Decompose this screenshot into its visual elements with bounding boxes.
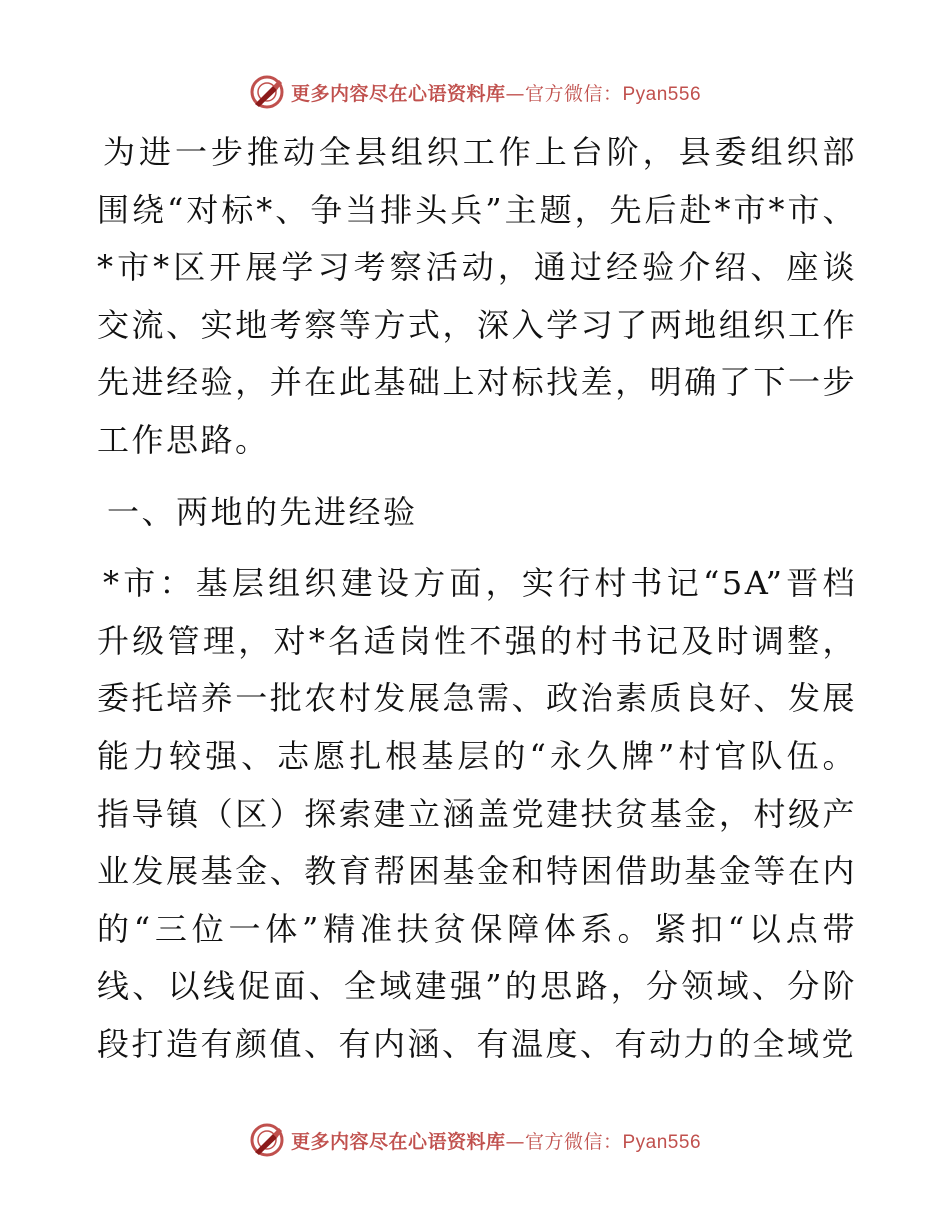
watermark-text [291,1127,701,1154]
watermark-wechat-id: Pyan556 [622,83,702,105]
watermark-text [291,79,701,106]
pen-logo-icon [249,1122,285,1158]
body-paragraph: *市：基层组织建设方面，实行村书记“5A”晋档升级管理，对*名适岗性不强的村书记及时调整，委托培养一批农村发展急需、政治素质良好、发展能力较强、志愿扎根基层的“永久牌”村官队伍。指导镇（区）探索建立涵盖党建扶贫基金，村级产业发展基金、教育帮困基金和特困借助基金等在内的“三位一体”精准扶贫保障体系。紧扣“以点带线、以线促面、全域建强”的思路，分领域、分阶段打造有颜值、有内涵、有温度、有动力的全域党 [97,564,857,1063]
intro-paragraph: 为进一步推动全县组织工作上台阶，县委组织部围绕“对标*、争当排头兵”主题，先后赴*市*市、*市*区开展学习考察活动，通过经验介绍、座谈交流、实地考察等方式，深入学习了两地组织工作先进经验，并在此基础上对标找差，明确了下一步工作思路。 [97,133,857,459]
section-heading: 一、两地的先进经验 [107,492,418,531]
watermark-label: 官方微信： [524,1130,623,1153]
pen-logo-icon [249,74,285,110]
watermark-bottom [0,1120,950,1160]
watermark-label: 官方微信： [524,82,623,105]
watermark-main-text: 更多内容尽在心语资料库 [290,82,506,105]
watermark-top [0,72,950,112]
watermark-main-text: 更多内容尽在心语资料库 [290,1130,506,1153]
document-body [97,124,857,1074]
watermark-separator: — [505,82,525,105]
watermark-wechat-id: Pyan556 [622,1131,702,1153]
watermark-separator: — [505,1130,525,1153]
